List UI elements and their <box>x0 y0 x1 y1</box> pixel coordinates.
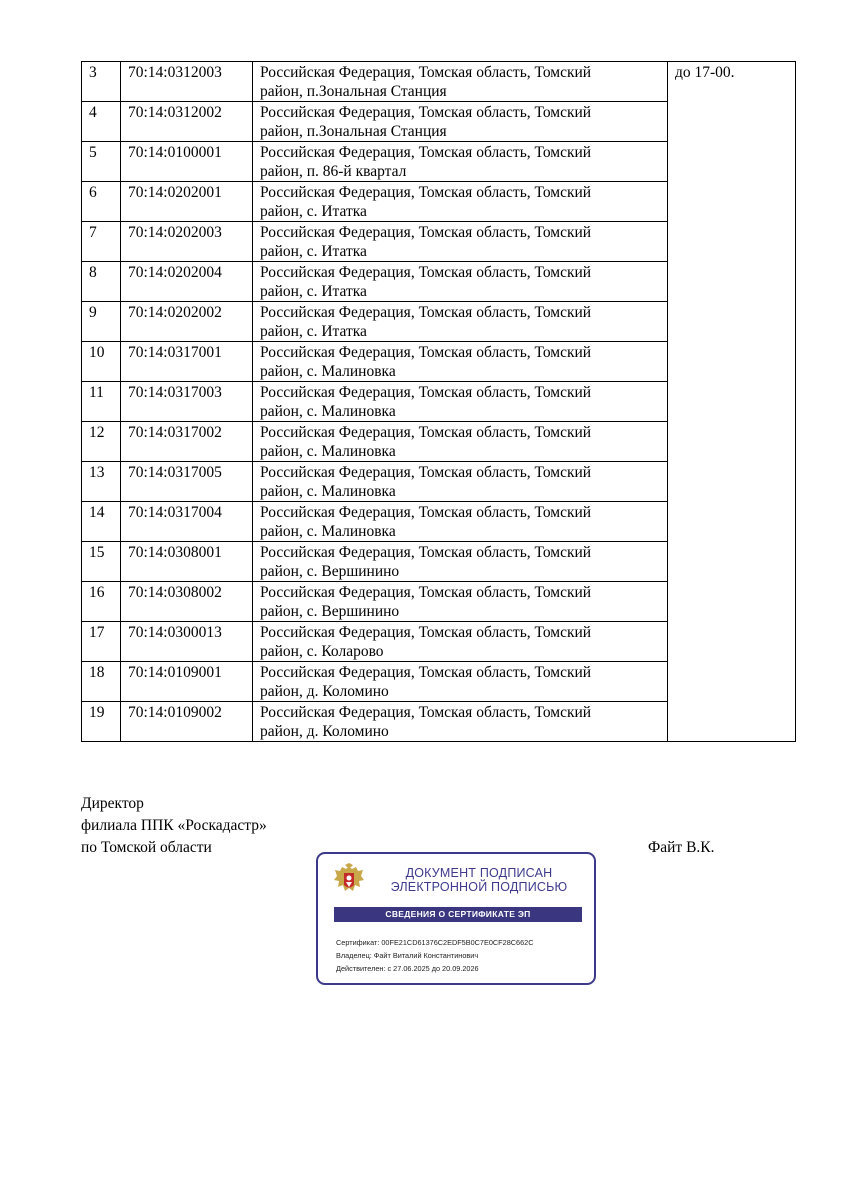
row-number: 17 <box>82 622 121 662</box>
cadastral-quarter: 70:14:0317001 <box>121 342 253 382</box>
cadastral-quarter: 70:14:0317002 <box>121 422 253 462</box>
address-line-1: Российская Федерация, Томская область, Томский <box>260 264 592 281</box>
address-line-2: район, с. Коларово <box>260 643 384 660</box>
address-line-1: Российская Федерация, Томская область, Томский <box>260 64 592 81</box>
address-line-1: Российская Федерация, Томская область, Томский <box>260 144 592 161</box>
signatory-block <box>81 793 267 859</box>
address-cell <box>253 542 668 582</box>
address-cell <box>253 502 668 542</box>
row-number: 12 <box>82 422 121 462</box>
address-line-1: Российская Федерация, Томская область, Томский <box>260 304 592 321</box>
address-cell <box>253 182 668 222</box>
address-cell <box>253 302 668 342</box>
address-line-1: Российская Федерация, Томская область, Томский <box>260 624 592 641</box>
cadastral-quarter: 70:14:0100001 <box>121 142 253 182</box>
row-number: 4 <box>82 102 121 142</box>
parcel-table-container <box>81 61 796 742</box>
address-line-2: район, с. Малиновка <box>260 363 396 380</box>
address-cell <box>253 662 668 702</box>
signatory-position: Директор <box>81 795 144 812</box>
row-number: 5 <box>82 142 121 182</box>
row-number: 19 <box>82 702 121 742</box>
cadastral-quarter: 70:14:0202001 <box>121 182 253 222</box>
address-cell <box>253 222 668 262</box>
row-number: 14 <box>82 502 121 542</box>
address-cell <box>253 382 668 422</box>
address-line-2: район, п. 86-й квартал <box>260 163 407 180</box>
address-line-1: Российская Федерация, Томская область, Томский <box>260 184 592 201</box>
address-cell <box>253 342 668 382</box>
row-number: 11 <box>82 382 121 422</box>
cadastral-quarter: 70:14:0109001 <box>121 662 253 702</box>
signatory-name: Файт В.К. <box>648 839 715 856</box>
certificate-info-bar: СВЕДЕНИЯ О СЕРТИФИКАТЕ ЭП <box>334 907 582 922</box>
address-line-1: Российская Федерация, Томская область, Томский <box>260 544 592 561</box>
signatory-region: по Томской области <box>81 839 212 856</box>
cadastral-quarter: 70:14:0312002 <box>121 102 253 142</box>
row-number: 7 <box>82 222 121 262</box>
address-line-1: Российская Федерация, Томская область, Томский <box>260 344 592 361</box>
address-line-2: район, п.Зональная Станция <box>260 83 447 100</box>
address-line-1: Российская Федерация, Томская область, Томский <box>260 384 592 401</box>
address-line-1: Российская Федерация, Томская область, Томский <box>260 664 592 681</box>
address-line-2: район, с. Итатка <box>260 203 367 220</box>
address-cell <box>253 462 668 502</box>
address-line-2: район, с. Итатка <box>260 243 367 260</box>
address-cell <box>253 62 668 102</box>
address-line-1: Российская Федерация, Томская область, Томский <box>260 104 592 121</box>
row-number: 6 <box>82 182 121 222</box>
cadastral-quarter: 70:14:0308002 <box>121 582 253 622</box>
address-cell <box>253 262 668 302</box>
certificate-validity: Действителен: с 27.06.2025 до 20.09.2026 <box>336 964 479 973</box>
row-number: 16 <box>82 582 121 622</box>
address-line-1: Российская Федерация, Томская область, Томский <box>260 704 592 721</box>
certificate-details <box>336 936 533 975</box>
address-line-2: район, с. Вершинино <box>260 603 400 620</box>
electronic-signature-stamp <box>316 852 596 985</box>
cadastral-quarter: 70:14:0317005 <box>121 462 253 502</box>
address-line-1: Российская Федерация, Томская область, Томский <box>260 464 592 481</box>
address-cell <box>253 582 668 622</box>
row-number: 15 <box>82 542 121 582</box>
address-line-1: Российская Федерация, Томская область, Томский <box>260 504 592 521</box>
row-number: 9 <box>82 302 121 342</box>
cadastral-quarter: 70:14:0202003 <box>121 222 253 262</box>
table-row <box>82 62 796 102</box>
cadastral-quarter: 70:14:0202002 <box>121 302 253 342</box>
stamp-title-line-1: ДОКУМЕНТ ПОДПИСАН <box>405 866 553 880</box>
cadastral-quarter: 70:14:0300013 <box>121 622 253 662</box>
row-number: 3 <box>82 62 121 102</box>
address-cell <box>253 702 668 742</box>
address-line-2: район, д. Коломино <box>260 723 389 740</box>
stamp-title-line-2: ЭЛЕКТРОННОЙ ПОДПИСЬЮ <box>390 880 568 894</box>
address-line-2: район, с. Вершинино <box>260 563 400 580</box>
stamp-title <box>374 866 584 894</box>
parcel-table-body <box>82 62 796 742</box>
address-cell <box>253 102 668 142</box>
address-line-2: район, с. Малиновка <box>260 403 396 420</box>
address-line-2: район, с. Малиновка <box>260 523 396 540</box>
address-line-2: район, с. Итатка <box>260 283 367 300</box>
address-line-2: район, с. Малиновка <box>260 443 396 460</box>
cadastral-quarter: 70:14:0308001 <box>121 542 253 582</box>
address-cell <box>253 142 668 182</box>
address-line-2: район, д. Коломино <box>260 683 389 700</box>
cadastral-quarter: 70:14:0317004 <box>121 502 253 542</box>
address-line-1: Российская Федерация, Томская область, Томский <box>260 224 592 241</box>
certificate-owner: Владелец: Файт Виталий Константинович <box>336 951 479 960</box>
signatory-organization: филиала ППК «Роскадастр» <box>81 817 267 834</box>
address-cell <box>253 422 668 462</box>
cadastral-quarter: 70:14:0202004 <box>121 262 253 302</box>
row-number: 18 <box>82 662 121 702</box>
address-line-2: район, с. Итатка <box>260 323 367 340</box>
address-line-2: район, с. Малиновка <box>260 483 396 500</box>
cadastral-quarter: 70:14:0109002 <box>121 702 253 742</box>
row-number: 8 <box>82 262 121 302</box>
cadastral-quarter: 70:14:0317003 <box>121 382 253 422</box>
row-number: 13 <box>82 462 121 502</box>
cadastral-quarter: 70:14:0312003 <box>121 62 253 102</box>
address-line-2: район, п.Зональная Станция <box>260 123 447 140</box>
row-number: 10 <box>82 342 121 382</box>
deadline-cell: до 17-00. <box>668 62 796 742</box>
parcel-table <box>81 61 796 742</box>
address-cell <box>253 622 668 662</box>
address-line-1: Российская Федерация, Томская область, Томский <box>260 424 592 441</box>
certificate-serial: Сертификат: 00FE21CD61376C2EDF5B0C7E0CF28C662C <box>336 938 534 947</box>
address-line-1: Российская Федерация, Томская область, Томский <box>260 584 592 601</box>
russian-coat-of-arms-icon <box>332 863 366 899</box>
